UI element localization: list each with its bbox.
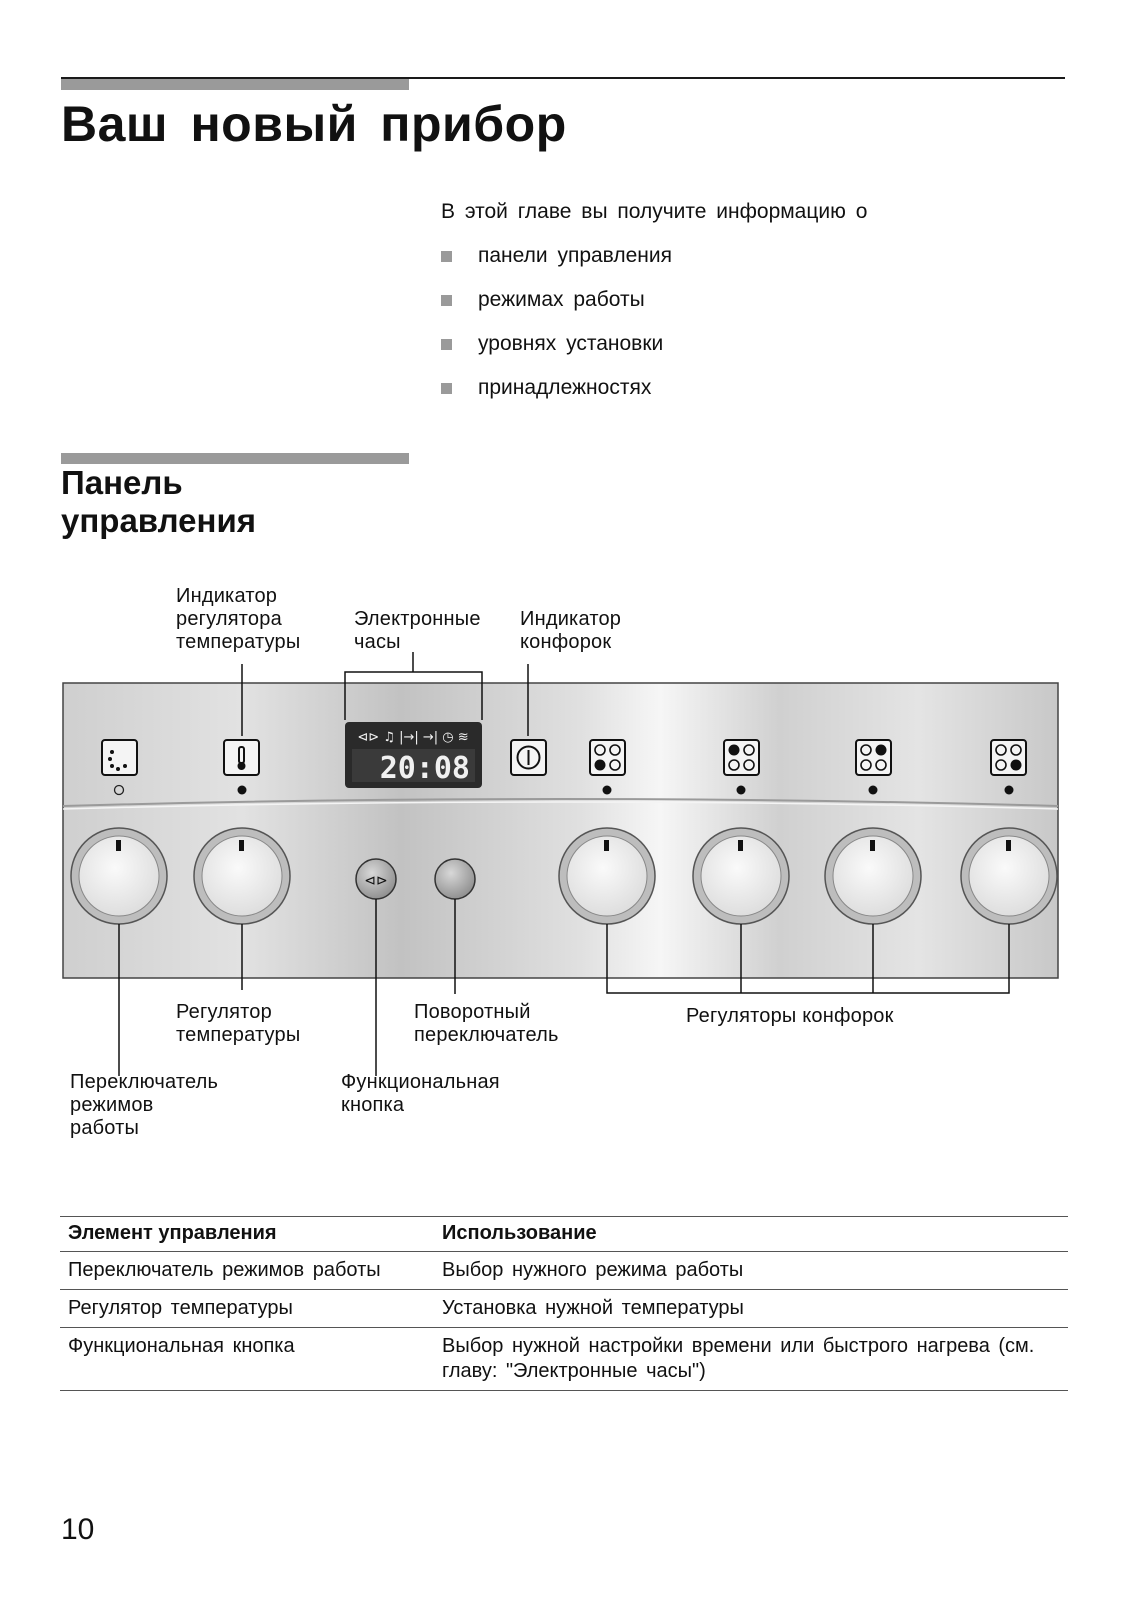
callout-hob-regulators: Регуляторы конфорок [686, 1005, 894, 1027]
oven-mode-indicator [102, 740, 137, 775]
callout-mode-selector: Переключатель режимов работы [70, 1071, 219, 1139]
table-row [60, 1328, 1068, 1391]
page-number: 10 [61, 1513, 95, 1546]
indicator-light [238, 786, 247, 795]
hob-indicator-icon [991, 740, 1026, 775]
callout-rotary-switch: Поворотный переключатель [414, 1001, 559, 1046]
table-cell: Функциональная кнопка [68, 1335, 295, 1357]
table-cell: Выбор нужного режима работы [442, 1259, 744, 1281]
panel-body [63, 683, 1058, 978]
list-item: принадлежностях [441, 376, 672, 420]
column-header: Элемент управления [68, 1222, 277, 1244]
hob-indicator-icon [590, 740, 625, 775]
indicator-light [1005, 786, 1014, 795]
arrows-icon: ⊲⊳ [364, 873, 388, 889]
table-row [60, 1252, 1068, 1290]
table-cell: Переключатель режимов работы [68, 1259, 381, 1281]
intro-text: В этой главе вы получите информацию о [441, 200, 868, 223]
controls-table [60, 1216, 1068, 1391]
electronic-clock-display [345, 722, 482, 788]
indicator-light [737, 786, 746, 795]
hob-indicator-icon [724, 740, 759, 775]
callout-function-button: Функциональная кнопка [341, 1071, 500, 1116]
callout-temp-indicator: Индикатор регулятора температуры [176, 585, 301, 653]
callout-temp-regulator: Регулятор температуры [176, 1001, 301, 1046]
table-cell: Регулятор температуры [68, 1297, 293, 1319]
indicator-light [603, 786, 612, 795]
hob-indicator-icon [856, 740, 891, 775]
indicator-light [869, 786, 878, 795]
hob-regulator-knob [559, 828, 655, 924]
hob-main-switch-indicator [511, 740, 546, 775]
list-item: панели управления [441, 244, 672, 288]
callout-hob-indicator: Индикатор конфорок [520, 608, 622, 653]
hob-regulator-knob [693, 828, 789, 924]
clock-symbols-icon: ⊲⊳ ♫ |→| →| ◷ ≋ [357, 730, 469, 745]
hob-regulator-knob [961, 828, 1057, 924]
function-button [356, 859, 396, 899]
callout-electronic-clock: Электронные часы [354, 608, 481, 653]
list-item: режимах работы [441, 288, 672, 332]
table-cell: Выбор нужной настройки времени или быстрого нагрева (см. главу: "Электронные часы") [442, 1335, 1035, 1382]
column-header: Использование [442, 1222, 597, 1244]
table-header-row [60, 1217, 1068, 1252]
temperature-regulator-knob [194, 828, 290, 924]
clock-time: 20:08 [379, 751, 470, 786]
thermometer-icon [224, 740, 259, 775]
rotary-switch-button [435, 859, 475, 899]
table-cell: Установка нужной температуры [442, 1297, 744, 1319]
hob-regulator-knob [825, 828, 921, 924]
list-item: уровнях установки [441, 332, 672, 376]
page-title: Ваш новый прибор [61, 96, 567, 152]
mode-selector-knob [71, 828, 167, 924]
table-row [60, 1290, 1068, 1328]
section-title: Панель управления [61, 464, 257, 539]
